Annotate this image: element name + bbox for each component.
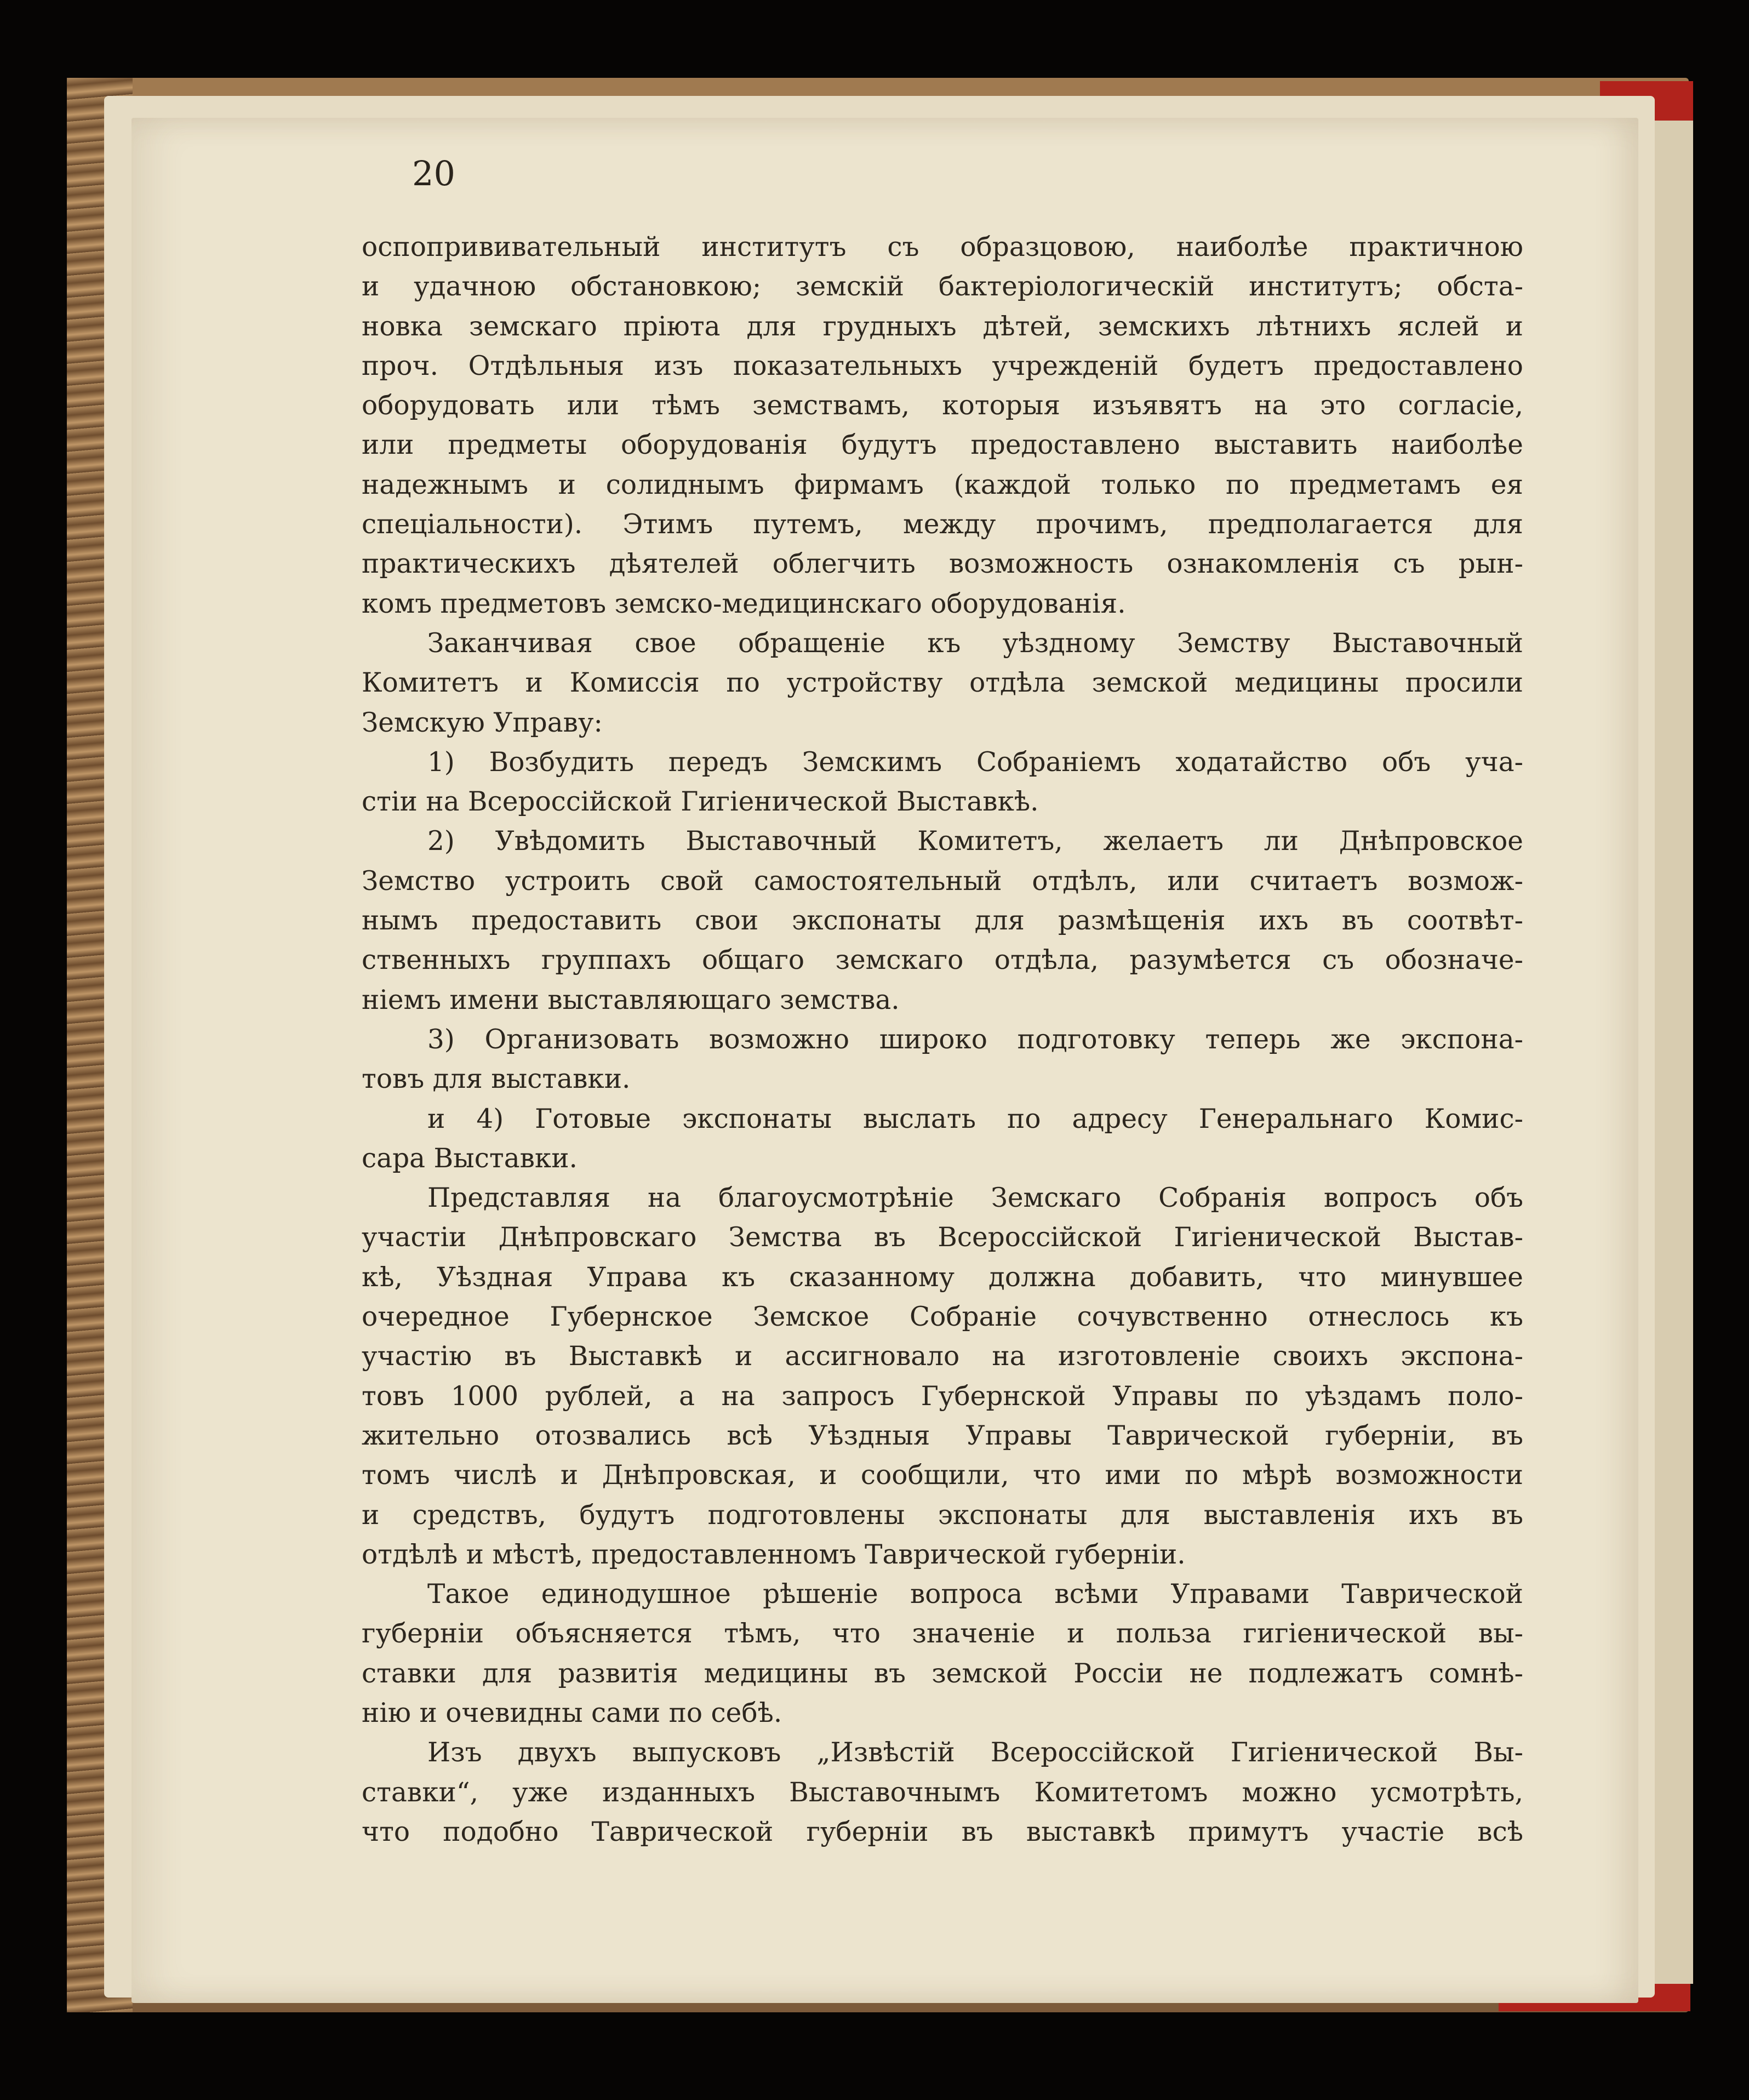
body-text [362,227,1523,1852]
text-line: 2) Увѣдомить Выставочный Комитетъ, желаетъ ли Днѣпровское [427,826,1523,857]
text-line: Земскую Управу: [362,707,603,738]
text-line: Земство устроить свой самостоятельный отдѣлъ, или считаетъ возмож- [362,865,1523,897]
text-line: жительно отозвались всѣ Уѣздныя Управы Таврической губернiи, въ [362,1420,1523,1451]
text-line: 1) Возбудить передъ Земскимъ Собранiемъ ходатайство объ уча- [427,746,1523,778]
text-line: Изъ двухъ выпусковъ „Извѣстiй Всероссiйской Гигiенической Вы- [427,1737,1523,1768]
text-line: сара Выставки. [362,1143,578,1174]
text-line: и удачною обстановкою; земскiй бактерiологическiй институтъ; обста- [362,271,1523,303]
text-line: ставки“, уже изданныхъ Выставочнымъ Комитетомъ можно усмотрѣть, [362,1777,1523,1808]
text-line: или предметы оборудованiя будутъ предоставлено выставить наиболѣе [362,430,1523,461]
text-line: Комитетъ и Комиссiя по устройству отдѣла земской медицины просили [362,667,1523,699]
text-line: товъ 1000 рублей, а на запросъ Губернской Управы по уѣздамъ поло- [362,1380,1523,1412]
text-line: проч. Отдѣльныя изъ показательныхъ учрежденiй будетъ предоставлено [362,350,1523,381]
text-line: комъ предметовъ земско-медицинскаго оборудованiя. [362,588,1126,619]
text-line: 3) Организовать возможно широко подготовку теперь же экспона- [427,1024,1523,1055]
text-line: Представляя на благоусмотрѣнiе Земскаго Собранiя вопросъ объ [427,1183,1523,1214]
text-line: надежнымъ и солиднымъ фирмамъ (каждой только по предметамъ ея [362,469,1523,500]
text-line: губернiи объясняется тѣмъ, что значенiе и польза гигiенической вы- [362,1618,1523,1650]
text-line: ставки для развитiя медицины въ земской Россiи не подлежатъ сомнѣ- [362,1658,1523,1689]
text-line: отдѣлѣ и мѣстѣ, предоставленномъ Таврической губернiи. [362,1539,1186,1570]
text-line: нiю и очевидны сами по себѣ. [362,1697,782,1728]
text-line: томъ числѣ и Днѣпровская, и сообщили, что ими по мѣрѣ возможности [362,1460,1523,1491]
page-number: 20 [412,153,455,193]
text-line: оборудовать или тѣмъ земствамъ, которыя изъявятъ на это согласiе, [362,390,1523,421]
text-line: и 4) Готовые экспонаты выслать по адресу Генеральнаго Комис- [427,1103,1523,1134]
text-line: участiи Днѣпровскаго Земства въ Всероссiйской Гигiенической Выстав- [362,1222,1523,1253]
text-line: что подобно Таврической губернiи въ выставкѣ примутъ участiе всѣ [362,1816,1523,1847]
text-line: товъ для выставки. [362,1064,631,1095]
text-line: спецiальности). Этимъ путемъ, между прочимъ, предполагается для [362,509,1523,540]
text-line: очередное Губернское Земское Собранiе сочувственно отнеслось къ [362,1302,1523,1333]
text-line: стiи на Всероссiйской Гигiенической Выставкѣ. [362,786,1039,818]
text-line: нымъ предоставить свои экспонаты для размѣщенiя ихъ въ соотвѣт- [362,905,1523,937]
text-line: ственныхъ группахъ общаго земскаго отдѣла, разумѣется съ обозначе- [362,945,1523,976]
text-line: оспопрививательный институтъ съ образцовою, наиболѣе практичною [362,232,1523,262]
text-line: Заканчивая свое обращенiе къ уѣздному Земству Выставочный [427,627,1523,659]
text-line: нiемъ имени выставляющаго земства. [362,984,900,1015]
text-line: и средствъ, будутъ подготовлены экспонаты для выставленiя ихъ въ [362,1499,1523,1531]
text-line: практическихъ дѣятелей облегчить возможность ознакомленiя съ рын- [362,549,1523,580]
text-line: новка земскаго прiюта для грудныхъ дѣтей, земскихъ лѣтнихъ яслей и [362,311,1523,342]
text-line: Такое единодушное рѣшенiе вопроса всѣми Управами Таврической [427,1579,1523,1610]
text-line: участiю въ Выставкѣ и ассигновало на изготовленiе своихъ экспона- [362,1341,1523,1372]
text-line: кѣ, Уѣздная Управа къ сказанному должна добавить, что минувшее [362,1262,1523,1293]
